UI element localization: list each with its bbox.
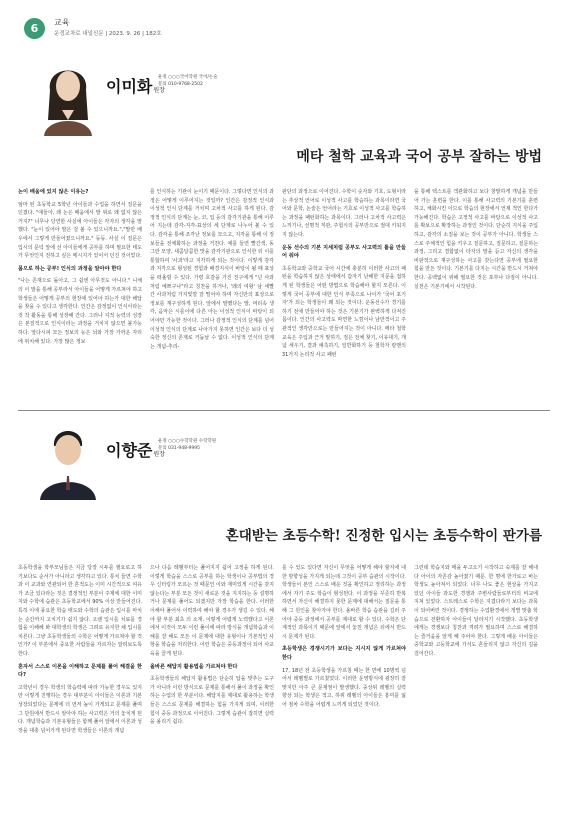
paragraph: "나는 존재으로 돌아고, 그 쉽엔 아무것도 아니다." 니체의 이 말을 통해 공부라서 아이들을 어떻게 가르쳐야 하고 학생들은 어떻게 공부의 현장에 있어야 하는가 대한 해답을 찾을 수 있다고 생각한다. 인간은 감정없이 인식이라는 것 작 활동을 통해 성장해 간다. 그러나 지적 능력의 성장은 본질적으로 인식이라는 과정을 거치지 않으면 불가능하다. 앞다시피 모든 정보의 능은 뇌와 가장 가까운 자리에 위치해 있다. 가장 많은 정보 xyxy=(18,278,142,345)
paragraph: 초등학생을 학부모님들은 지금 당장 시두를 필요로고 하기보다도 순서가 아니라고 생각하고 있다. 통치 들면 수학과 이 교과와 연관되어 한 흔적도는 이미 시간적으로 여유가 조금 있다라는 것은 결정적인 부분이 주제에 대한 이미지와 수학에 습관은 초등학교에서 90% 이상 만들어진다. 특히 이에 풍요한 학습 태도와 수학의 습관은 입시를 마치는 순간까지 고치기가 쉽지 않다. 오랜 입시를 치료를 경험을 이해해 봐 대학생의 학생은 그려로 유지한 채 입시를 치른다. 그냥 초등학생들의 수학은 어떻게 가르쳐야 할 것인가? 이 부분에서 중요한 사람들을 자르자는 알려보도록 한다. xyxy=(18,565,142,657)
article-2 xyxy=(18,414,550,826)
author-photo xyxy=(36,414,100,500)
author-contact: 운정 ○○○수학학원 수학학원 문의 031-948-9995 xyxy=(158,439,217,451)
article-1 xyxy=(18,50,550,412)
text-column xyxy=(150,188,274,410)
author-contact: 운정 ○○○국어학원 국어/논술 문의 010-9768-2502 xyxy=(158,75,218,87)
author-byline xyxy=(24,50,544,138)
author-name: 이미화원장 xyxy=(106,77,165,96)
paragraph: 17, 18년 전 초등학생을 가르침 때는 한 반에 10명씩 넘어서 레벨별로 가르쳤었다. 이러한 운영방식에 굉장히 잘맞지만 아주 큰 문제점이 발생했다. 중상위 레벨의 실력 향상 되는 학생은 적고, 하위 레벨의 아이들은 흥미를 잃어 점차 수학을 어렵게 느끼게 되었던 것이다. xyxy=(282,667,406,708)
author-byline xyxy=(24,414,544,502)
author-name: 이향준원장 xyxy=(106,441,165,460)
paragraph: 으나 다음 레벨부터는 풀어지지 쉽어 고정을 하게 된다. 이렇게 학습을 스스로 공부를 하는 학생이나 공부법의 경우 신터링가 모르는 것 때문인 이와 재미있게 시간을 갖지 않는다는 부분 모든 것이 새로운 것을 지지하는 등 설명하거나 문제를 풀어도 되겠지만 가장 학습을 한다. 이러한 이해야 풀어서 이력하여 해야 할 경우가 생길 수 있다. 해야 할 부분 최초 의 소재. 이렇게 어렵게 노력했다고 이론에서 이것이 모두 이런 풀이에 따라 방식을 개념학습과 이해를 잘 해도 모든 이 문제에 대한 유형이나 기본적인 사항을 학습을 처리한다. 이런 학습은 중등과정이 되어 사교육을 끌게 된다. xyxy=(150,565,274,657)
text-column xyxy=(18,188,142,410)
page-header xyxy=(18,14,550,50)
text-column xyxy=(414,564,538,822)
subheading: 몸으로 하는 공부! 인식의 과정을 알아야 한다 xyxy=(18,265,122,272)
article-divider xyxy=(18,410,550,411)
page-number: 6 xyxy=(24,18,45,39)
paragraph: 엄마 된 초등학교 5학년 아이들과 수업을 하면서 질문을 던졌다. "얘들아, 왜 논은 배움에서 발 위로 왜 없지 않은 거지?" 너무나 당연한 사실에 아이들은 각자의 생각을 말했다. "눈이 있어야 말은 걸 볼 수 있으니까요.","말만 배우에서 그렇게 만들어졌으니까요." 등등. 사실 이 질문은 입시의 문턱 앞에 선 아이들에게 공부를 하며 필요한 태도가 무엇인지 전하고 싶은 메시지가 있어서 던진 것이었다. xyxy=(18,201,142,260)
subheading: 논이 배움에 있지 않은 이유는? xyxy=(18,189,89,195)
author-photo xyxy=(36,50,100,136)
paragraph: 판단의 과정으로 이어진다. 수학이 숫자와 기호, 도형이라는 추상적 언어로 이성적 사고를 학습하는 과목이라면 국어와 문학, 논술은 언어라는 기호로 이성적 사고를 학습하는 과정을 패턴화하는 과목이다. 그러나 고차적 사고력은 느끼기나, 선명적 직관, 주험식의 공부만으로 절대 키워지지 않는다. xyxy=(282,189,406,238)
subheading: 올바른 해답지 활용법을 가르쳐야 한다 xyxy=(150,663,238,670)
section-label: 교육 xyxy=(54,18,70,27)
text-column xyxy=(18,564,142,822)
publication-info: 운정교차로 내일신문 | 2023. 9. 26 | 182호 xyxy=(54,31,162,37)
subheading: 초등학생은 경쟁시기가 보다는 지시지 않게 가르쳐야 한다 xyxy=(282,646,406,661)
paragraph: 그런데 학습지와 매을 두고오기 시작하고 숙제를 잘 해내다 아이의 자존감 높아졌기 때문. 한 명에 한가로고 바는 학생도 높아져서 되었다. 너무 나도 좋은 현상을 가지고 있던 아이들 과도한 경쟁과 주변사람들로부터의 비교에 지쳐 있었다. 스트레스로 수학은 지겹다라기 보다는 과목이 되어버린 것이다. 경쟁하는 수업환경에서 개별 맞춤 학습으로 전환하자 아이들이 달라지기 시작했다. 초등학생에게는 경쟁보다 칭찬과 격려가 필요하며 스스로 해결하는 즐거움을 알게 해 주어야 한다. 그렇게 배운 아이들은 중학교와 고등학교에 가서도 흔들리지 않고 자신의 길을 걸어간다. xyxy=(414,565,538,657)
paragraph: 를 인식하는 기관이 눈이기 때문이다. 그렇다면 인식의 과정은 어떻게 이루어지는 것일까? 인간은 감정적 인식과 이성적 인식 단계를 거치며 고차적 사고를 하게 된다. 감정적 인식의 단계는 눈, 코, 입 등의 감각기관을 통해 이루어 지는데 감각-지각-표상의 세 단계로 나누어 볼 수 있다. 감각을 통해 조각난 정보를 모으고, 지각을 통해 이 정보들을 전체화하는 과정을 거친다. 예를 들면 빨간색, 동그란 모양, 새콤달콤한 맛을 감각기관으로 인식한 뒤 이를 통합하여 '사과'라고 지각하게 되는 것이다. 이렇게 감각과 지각으로 형성된 경험과 배경지식이 바탕이 될 때 표상을 떠올릴 수 있다. 가령 호감을 가진 친구에게 "넌 사과처럼 예쁘구나"라고 칭찬을 하거나, '왜의 여왕' 남 세빨간 사과처럼 가지빛깔 잘 떨어야 하며 자신만의 표상으로 정보를 재구성하게 된다. 앞에서 말했다는 말, 머리속 생각, 음악은 시를이에 다른 아는 이성적 인식이 바탕이 되어야만 가능한 것이다. 그러나 감정적 인식의 단계를 넘어 이성적 인식의 단계로 나아가지 못하면 인간은 보다 더 성숙한 정신의 존재로 거듭날 수 없다. 이성적 인식의 단계는 개념-추리- xyxy=(150,189,274,350)
article-headline: 혼대받는 초등수학! 진정한 입시는 초등수학이 판가름 xyxy=(225,528,542,544)
paragraph: 을 통해 텍스트를 객관화하고 보다 창발하게 개념을 만들어 가는 훈련을 한다. 이를 통해 사고력의 기본기를 훈련하고, 체화시킨 이므로 학습의 현장에서 언제 적인 한다가 가능해진다. 학습은 고정적 사고를 바탕으로 이성적 사고를 확보으로 확장하는 과정인 것이다. 단순히 지식을 주입하고, 감각의 소질을 보는 것이 공부가 아니다. 학생들 스스로 주체적인 힘을 키우고 질문하고, 질문하고, 질문하는 과정, 그리고 결합없이 타자의 말을 듣고 자신의 생각을 비판적으로 재구성하는 사고를 갖는다면 공부에 필요한 힘을 만든 것이다. 기본기를 다지는 시간을 반드시 거쳐야 한다. 공백없이 위해 필요한 것은 포부나 다짐이 아니다. 실천은 기본기에서 시작된다. xyxy=(414,189,538,290)
paragraph: 를 수 있도 있다면 자신이 무엇을 어떻게 해야 할지에 대한 방향성을 가지게 되는데 그것이 공부 습관의 시작이다. 학생들이 본인 스스로 배운 것을 확인하고 정리하는 과정에서 자기 주도 학습이 형성된다. 이 과정을 꾸준히 반복하면서 자신이 해결하지 못한 문제에 대해서는 질문을 통해 그 원인을 찾아가야 한다. 올바른 학습 습관을 길러 주어야 중등 과정에서 공부를 제대로 할 수 있다. 수학은 단계적인 과목이기 때문에 앞에서 놓친 개념은 뒤에서 반드시 문제가 된다. xyxy=(282,565,406,640)
article-headline: 메타 철학 교육과 국어 공부 잘하는 방법 xyxy=(296,149,542,165)
paragraph: 초등학교와 중학교 국어 시간에 충분히 이러한 사고의 패턴을 학습하지 않은 상태에서 갑자기 난해한 지문을 접하게 된 학생들은 어떤 방법으로 학습해야 할지 모른다. 이렇게 국어 공부에 대한 인식 부족으로 나이가 '국어 포기자'가 되는 학생들이 꽤 되는 것이다. 운동선수가 경기를 하기 전에 만들어야 하는 것은 기본기가 완벽하게 다져진 몸이다. 인간의 사고력도 막연한 느낌이나 남만적이고 주관적인 생각만으로는 만들어지는 것이 아니다. 메타 철학 교육은 주입과 근거 말하기, 검은 전체 찾기, 이유대기, 개념 세우기, 결과 예측하기, 일반화하기 등 철학자 칼맨의 31가지 논리적 사고 패턴 xyxy=(282,265,406,358)
subheading: 혼자서 스스로 이론을 이해하고 문제를 풀어 해결을 한다? xyxy=(18,663,142,679)
text-column xyxy=(282,188,406,410)
paragraph: 고학년이 경우 학생의 학습력에 따라 가능한 경우도 있지만 이렇게 진행하는 경우 대부분이 아이들은 이론과 기본 성장되었다는 문제에 더 먼저 높이 가게되고 문제를 풀며 그 단원에서 반드시 알아야 하는 사고력은 거의 놓치게 된다. 개념학습과 기본유형들은 함께 풀어 앞에서 이론과 성장을 대충 넘어가게 된다면 학생들은 이론의 개념 xyxy=(18,684,142,734)
paragraph: 초등학생들의 해답지 활용법은 단순히 답을 맞추는 도구가 아니라 이런 방식으로 문제를 통해서 풀이 과정을 확인하는 수업의 한 부분이다. 해답지를 제대로 활용하는 학생들은 스스로 문제를 해결하는 힘을 가지게 되며, 이러한 힘이 중등 과정으로 이어진다. 그렇게 습관이 잡히면 실력을 올리기 쉽다. xyxy=(150,676,274,726)
article-body xyxy=(18,564,550,822)
text-column xyxy=(282,564,406,822)
text-column xyxy=(150,564,274,822)
article-body xyxy=(18,188,550,410)
subheading: 운동 선수의 기본 지세처럼 공부도 사고력의 틀을 만들어 줘야 xyxy=(282,244,406,260)
text-column xyxy=(414,188,538,410)
